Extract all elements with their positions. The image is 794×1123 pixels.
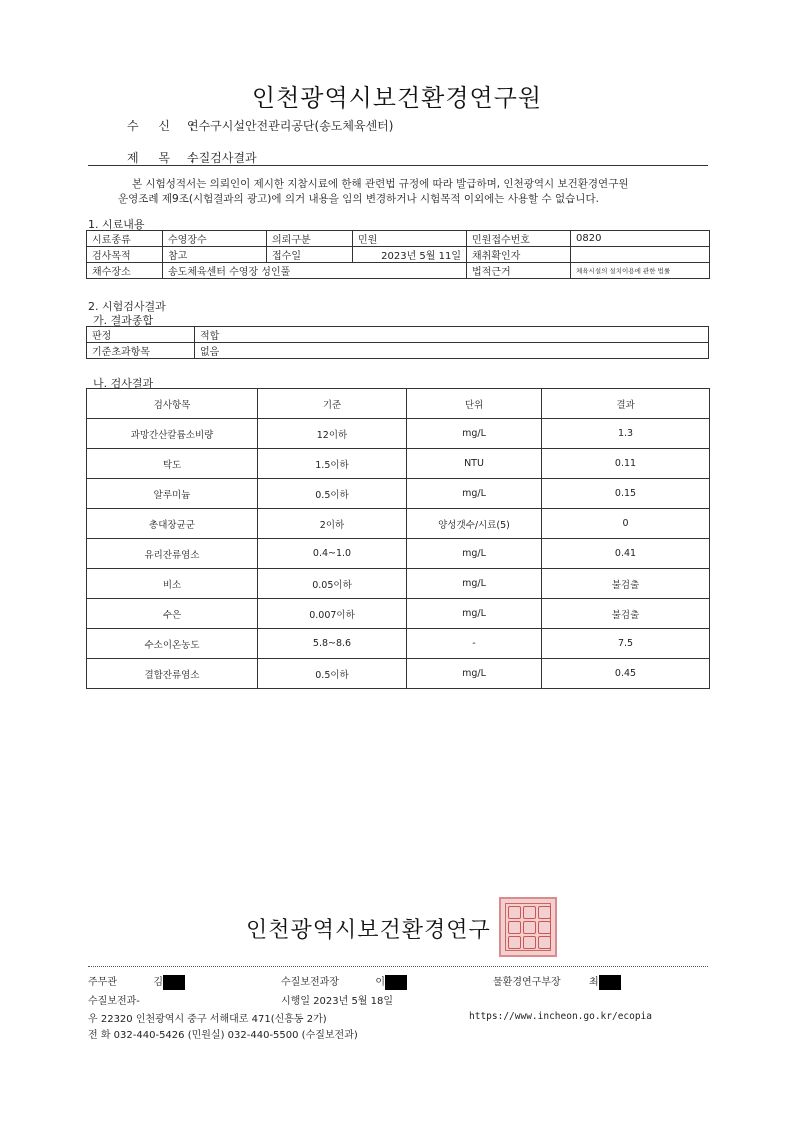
phone-numbers: 전 화 032-440-5426 (민원실) 032-440-5500 (수질보전과) xyxy=(88,1030,358,1041)
item-cell: 탁도 xyxy=(87,449,258,479)
results-header-result: 결과 xyxy=(542,389,710,419)
result-cell: 불검출 xyxy=(542,599,710,629)
result-cell: 0.45 xyxy=(542,659,710,689)
results-table xyxy=(86,388,710,689)
unit-cell: mg/L xyxy=(407,479,542,509)
website-link[interactable]: https://www.incheon.go.kr/ecopia xyxy=(469,1011,653,1022)
results-title: 나. 검사결과 xyxy=(93,377,154,390)
receipt-date-label: 접수일 xyxy=(267,247,353,263)
section-chief-title: 수질보전과장 xyxy=(281,977,339,988)
results-header-item: 검사항목 xyxy=(87,389,258,419)
standard-cell: 0.4~1.0 xyxy=(258,539,407,569)
table-row xyxy=(87,479,710,509)
sampling-location-label: 채수장소 xyxy=(87,263,163,279)
staff-officer xyxy=(88,973,185,990)
item-cell: 수소이온농도 xyxy=(87,629,258,659)
standard-cell: 0.5이하 xyxy=(258,479,407,509)
exceeded-items-value: 없음 xyxy=(195,343,709,359)
item-cell: 비소 xyxy=(87,569,258,599)
unit-cell: NTU xyxy=(407,449,542,479)
summary-table xyxy=(86,326,709,359)
redaction-block xyxy=(385,975,407,990)
section-chief xyxy=(281,973,407,990)
document-title: 인천광역시보건환경연구원 xyxy=(251,84,543,112)
standard-cell: 0.007이하 xyxy=(258,599,407,629)
result-cell: 0.41 xyxy=(542,539,710,569)
footer-divider xyxy=(88,966,708,967)
staff-officer-title: 주무관 xyxy=(88,977,117,988)
address: 우 22320 인천광역시 중구 서해대로 471(신흥동 2가) xyxy=(88,1014,327,1025)
summary-title: 가. 결과종합 xyxy=(93,314,154,327)
unit-cell: - xyxy=(407,629,542,659)
subject-label: 제 목 : xyxy=(127,151,202,165)
intro-line-2: 운영조례 제9조(시험결과의 광고)에 의거 내용을 임의 변경하거나 시험목적 이외에는 사용할 수 없습니다. xyxy=(118,193,599,205)
request-type-value: 민원 xyxy=(353,231,467,247)
redaction-block xyxy=(163,975,185,990)
unit-cell: mg/L xyxy=(407,659,542,689)
result-cell: 0.11 xyxy=(542,449,710,479)
recipient-label: 수 신 : xyxy=(127,119,202,133)
table-row xyxy=(87,539,710,569)
exceeded-items-label: 기준초과항목 xyxy=(87,343,195,359)
enforcement-date: 시행일 2023년 5월 18일 xyxy=(281,996,394,1007)
standard-cell: 0.5이하 xyxy=(258,659,407,689)
item-cell: 총대장균군 xyxy=(87,509,258,539)
result-cell: 불검출 xyxy=(542,569,710,599)
staff-officer-name: 김 xyxy=(153,977,164,988)
redaction-block xyxy=(599,975,621,990)
legal-basis-value: 체육시설의 설치이용에 관한 법률 xyxy=(571,263,710,279)
item-cell: 유리잔류염소 xyxy=(87,539,258,569)
department-head-name: 최 xyxy=(589,977,599,988)
sample-info-row xyxy=(87,247,710,263)
results-header-unit: 단위 xyxy=(407,389,542,419)
item-cell: 결합잔류염소 xyxy=(87,659,258,689)
summary-row xyxy=(87,343,709,359)
issuer-name: 인천광역시보건환경연구 xyxy=(246,918,491,943)
verdict-label: 판정 xyxy=(87,327,195,343)
item-cell: 과망간산칼륨소비량 xyxy=(87,419,258,449)
result-cell: 1.3 xyxy=(542,419,710,449)
item-cell: 알루미늄 xyxy=(87,479,258,509)
header-divider xyxy=(88,165,708,166)
request-type-label: 의뢰구분 xyxy=(267,231,353,247)
result-cell: 0 xyxy=(542,509,710,539)
inspection-purpose-value: 참고 xyxy=(163,247,267,263)
standard-cell: 5.8~8.6 xyxy=(258,629,407,659)
standard-cell: 2이하 xyxy=(258,509,407,539)
legal-basis-label: 법적근거 xyxy=(467,263,571,279)
table-row xyxy=(87,509,710,539)
unit-cell: mg/L xyxy=(407,419,542,449)
standard-cell: 1.5이하 xyxy=(258,449,407,479)
sample-info-row xyxy=(87,263,710,279)
sample-info-row xyxy=(87,231,710,247)
document-number: 수질보전과- xyxy=(88,996,140,1007)
official-seal xyxy=(499,897,557,957)
standard-cell: 0.05이하 xyxy=(258,569,407,599)
receipt-number-value: 0820 xyxy=(571,231,710,247)
table-row xyxy=(87,599,710,629)
table-row xyxy=(87,659,710,689)
department-head xyxy=(493,973,621,990)
results-header-row xyxy=(87,389,710,419)
unit-cell: 양성갯수/시료(5) xyxy=(407,509,542,539)
sample-type-value: 수영장수 xyxy=(163,231,267,247)
inspection-purpose-label: 검사목적 xyxy=(87,247,163,263)
section-chief-name: 이 xyxy=(375,977,386,988)
intro-line-1: 본 시험성적서는 의뢰인이 제시한 지참시료에 한해 관련법 규정에 따라 발급하며, 인천광역시 보건환경연구원 xyxy=(132,178,629,190)
section-2-title: 2. 시험검사결과 xyxy=(88,300,166,313)
verdict-value: 적합 xyxy=(195,327,709,343)
receipt-number-label: 민원접수번호 xyxy=(467,231,571,247)
unit-cell: mg/L xyxy=(407,569,542,599)
result-cell: 0.15 xyxy=(542,479,710,509)
unit-cell: mg/L xyxy=(407,539,542,569)
table-row xyxy=(87,569,710,599)
summary-row xyxy=(87,327,709,343)
receipt-date-value: 2023년 5월 11일 xyxy=(353,247,467,263)
sampling-confirmer-value xyxy=(571,247,710,263)
result-cell: 7.5 xyxy=(542,629,710,659)
sample-type-label: 시료종류 xyxy=(87,231,163,247)
sample-info-table xyxy=(86,230,710,279)
sampling-confirmer-label: 채취확인자 xyxy=(467,247,571,263)
table-row xyxy=(87,419,710,449)
standard-cell: 12이하 xyxy=(258,419,407,449)
section-1-title: 1. 시료내용 xyxy=(88,218,145,231)
subject-value: 수질검사결과 xyxy=(187,151,257,165)
table-row xyxy=(87,629,710,659)
item-cell: 수은 xyxy=(87,599,258,629)
recipient-value: 연수구시설안전관리공단(송도체육센터) xyxy=(187,119,394,133)
department-head-title: 물환경연구부장 xyxy=(493,977,561,988)
sampling-location-value: 송도체육센터 수영장 성인풀 xyxy=(163,263,467,279)
table-row xyxy=(87,449,710,479)
results-header-standard: 기준 xyxy=(258,389,407,419)
unit-cell: mg/L xyxy=(407,599,542,629)
